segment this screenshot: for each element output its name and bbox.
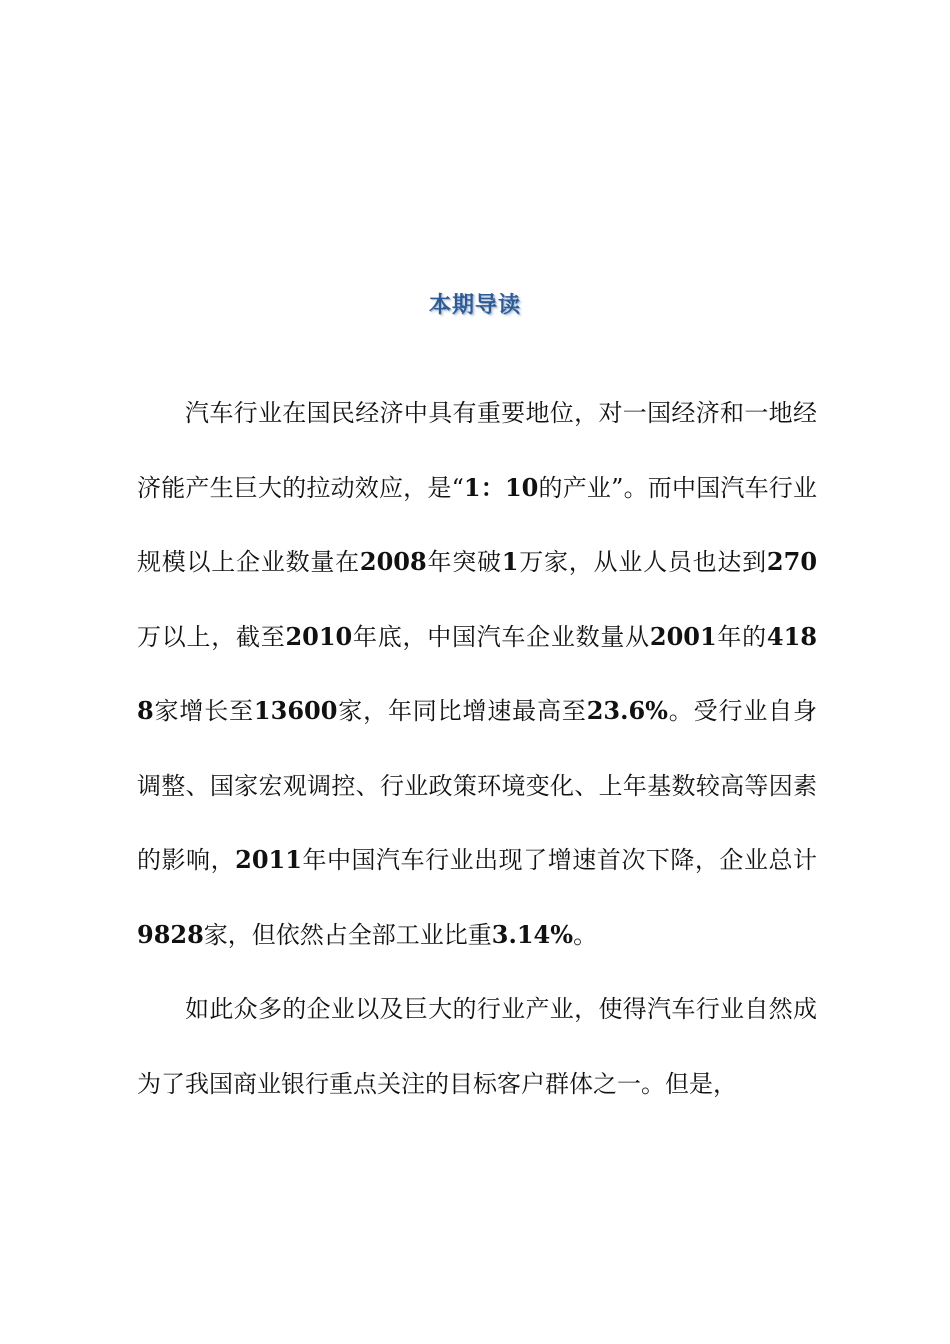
paragraph-1: 汽车行业在国民经济中具有重要地位，对一国经济和一地经济能产生巨大的拉动效应，是“1：10的产业”。而中国汽车行业规模以上企业数量在2008年突破1万家，从业人员也达到270万以上，截至2010年底，中国汽车企业数量从2001年的4188家增长至13600家，年同比增速最高至23.6%。受行业自身调整、国家宏观调控、行业政策环境变化、上年基数较高等因素的影响，2011年中国汽车行业出现了增速首次下降，企业总计9828家，但依然占全部工业比重3.14%。 (137, 399, 818, 949)
paragraph-2: 如此众多的企业以及巨大的行业产业，使得汽车行业自然成为了我国商业银行重点关注的目标客户群体之一。但是， (137, 995, 817, 1098)
document-title: 本期导读 (428, 293, 521, 318)
document-body (137, 376, 817, 1121)
